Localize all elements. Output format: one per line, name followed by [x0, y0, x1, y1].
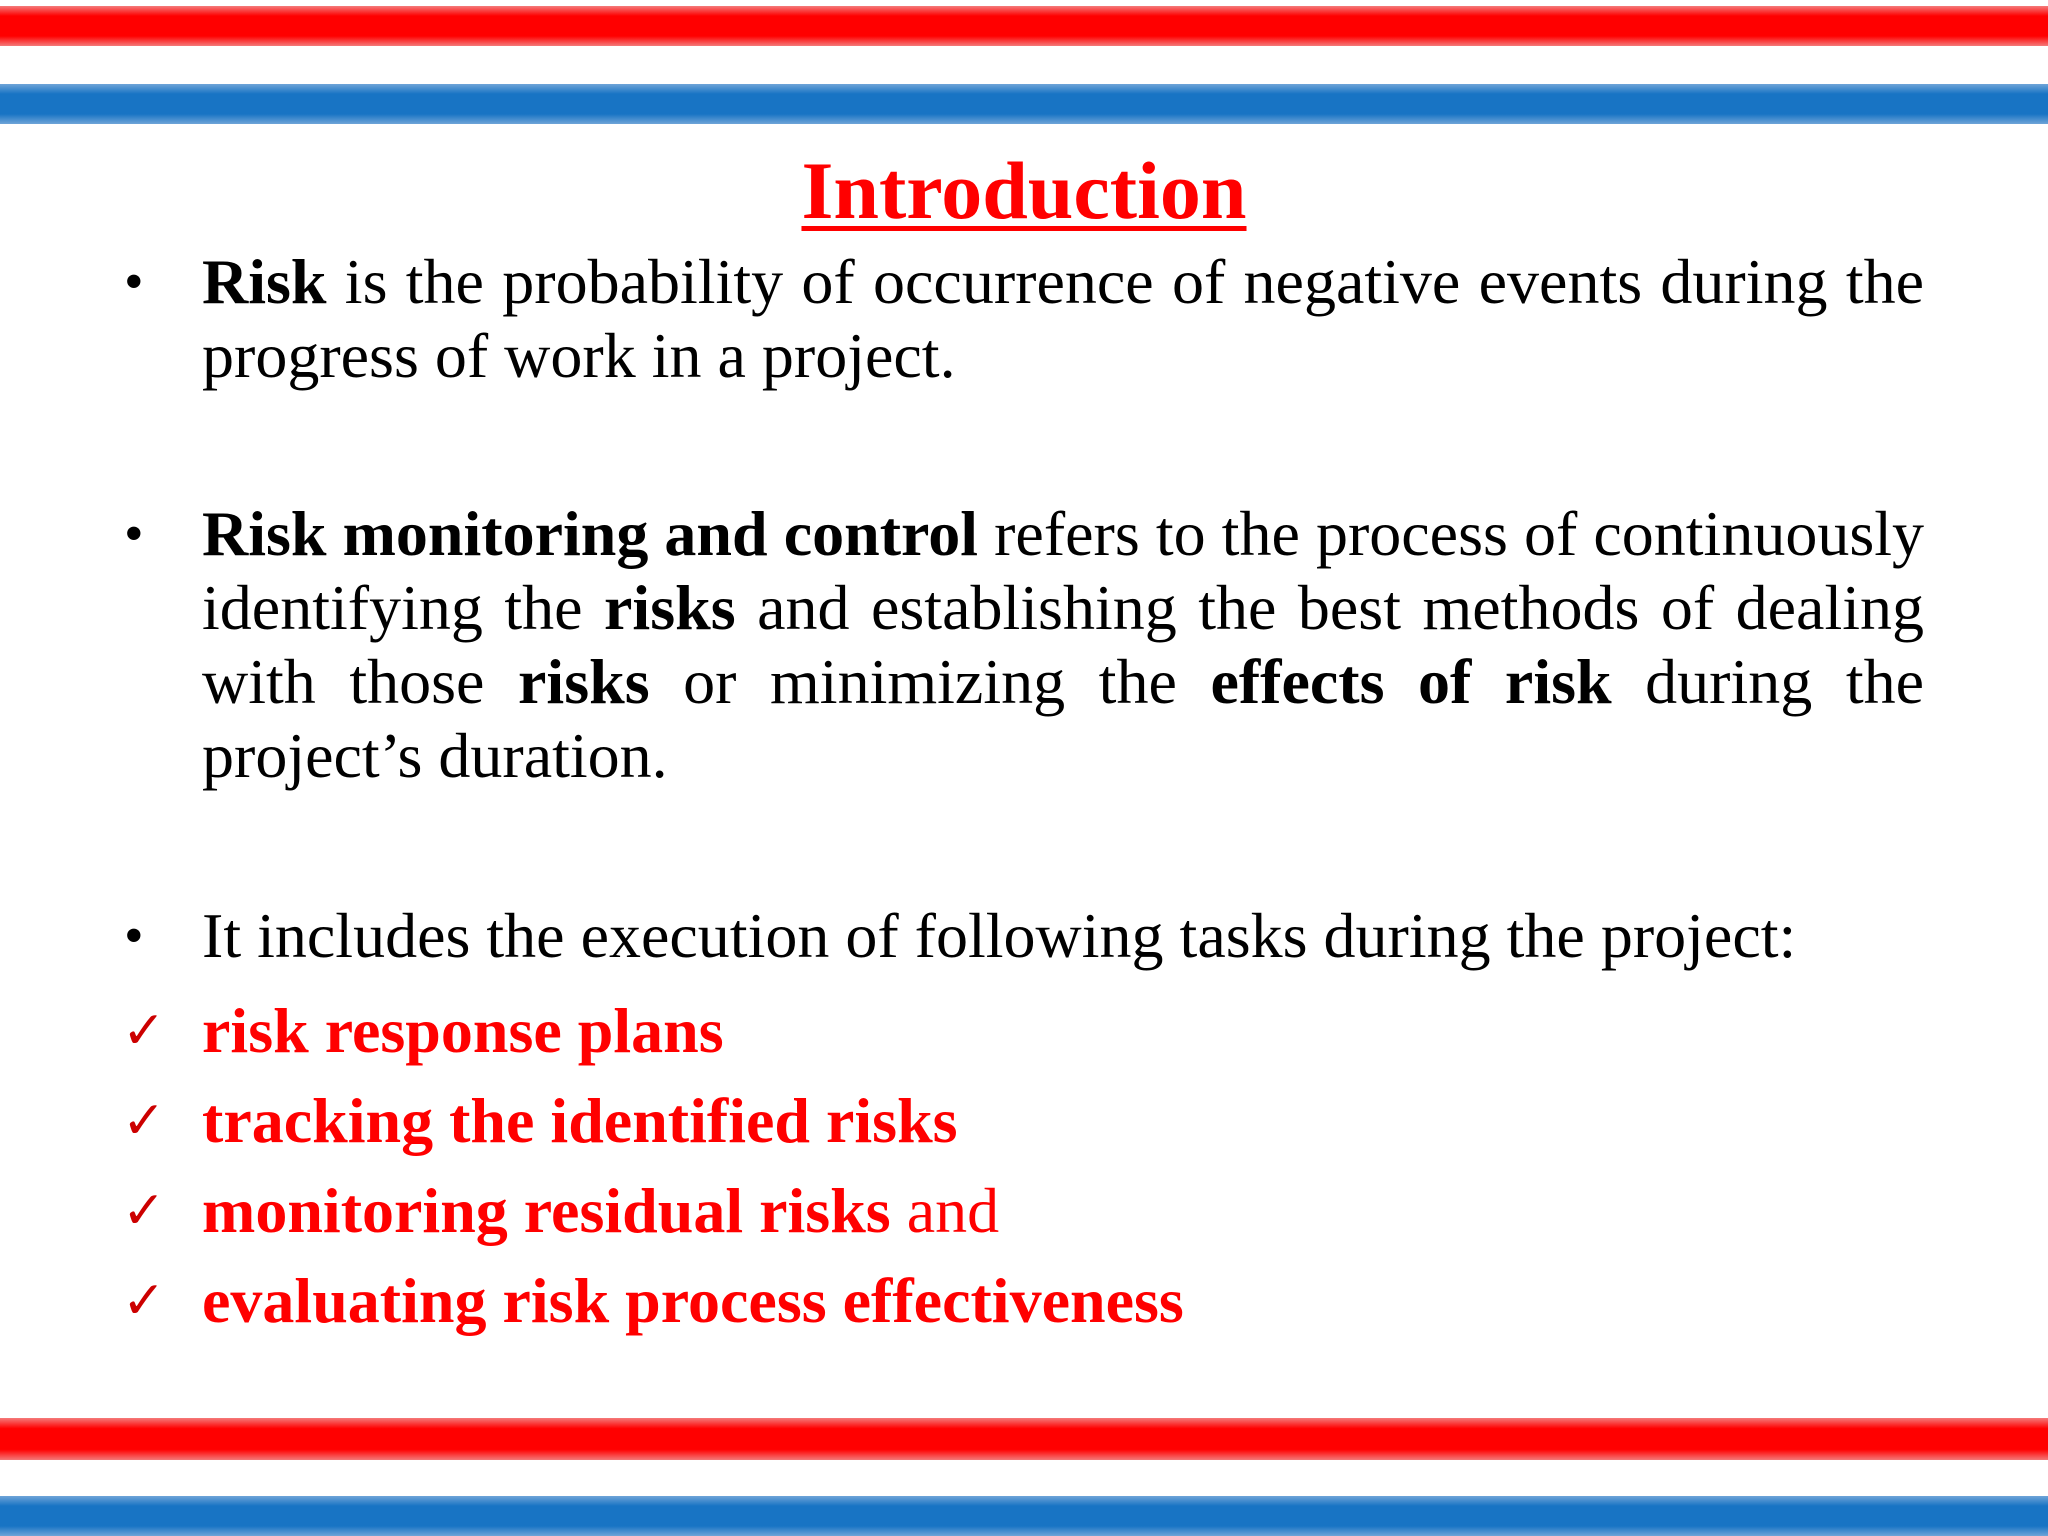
top-blue-stripe: [0, 84, 2048, 124]
check-item-evaluating-effectiveness: [118, 1259, 1924, 1349]
top-stripe-band: [0, 0, 2048, 125]
bullet-icon: •: [124, 503, 144, 565]
bullet-text: It includes the execution of following tasks during the project:: [202, 900, 1797, 971]
bullet-text: or minimizing the: [649, 646, 1211, 717]
checkmark-icon: ✓: [122, 1271, 166, 1331]
slide-title: [0, 146, 2048, 236]
bullet-risk-definition: [118, 245, 1924, 393]
bullet-strong-text: Risk: [202, 246, 327, 317]
check-item-label: tracking the identified risks: [202, 1085, 958, 1156]
bullet-risk-monitoring: [118, 497, 1924, 793]
bullet-icon: •: [124, 251, 144, 313]
bullet-strong-text: effects of risk: [1210, 646, 1612, 717]
check-item-label: risk response plans: [202, 995, 724, 1066]
bullet-icon: •: [124, 905, 144, 967]
bullet-text: during the project’s duration.: [202, 646, 1925, 791]
check-item-label: evaluating risk process effectiveness: [202, 1265, 1184, 1336]
bullet-strong-text: risks: [604, 572, 736, 643]
bullet-text: refers to the process of continuously identifying the: [202, 498, 1924, 643]
bullet-strong-text: risks: [518, 646, 650, 717]
bullet-text: and establishing the best methods of dealing with those: [202, 572, 1925, 717]
bullet-text: is the probability of occurrence of negative events during the progress of work in a project.: [202, 246, 1924, 391]
checkmark-icon: ✓: [122, 1091, 166, 1151]
bottom-blue-stripe: [0, 1496, 2048, 1536]
task-check-list: [118, 989, 1924, 1349]
checkmark-icon: ✓: [122, 1001, 166, 1061]
bottom-red-stripe: [0, 1418, 2048, 1460]
slide-title-text: Introduction: [801, 145, 1247, 236]
bullet-tasks-intro: [118, 899, 1924, 973]
bullet-strong-text: Risk monitoring and control: [202, 498, 979, 569]
check-item-monitoring-residual-risks: [118, 1169, 1924, 1259]
check-item-tracking-risks: [118, 1079, 1924, 1169]
check-item-suffix: and: [890, 1175, 1000, 1246]
bottom-stripe-band: [0, 1410, 2048, 1536]
check-item-risk-response-plans: [118, 989, 1924, 1079]
checkmark-icon: ✓: [122, 1181, 166, 1241]
top-red-stripe: [0, 6, 2048, 46]
check-item-label: monitoring residual risks: [202, 1175, 891, 1246]
slide-body: [118, 245, 1924, 1349]
